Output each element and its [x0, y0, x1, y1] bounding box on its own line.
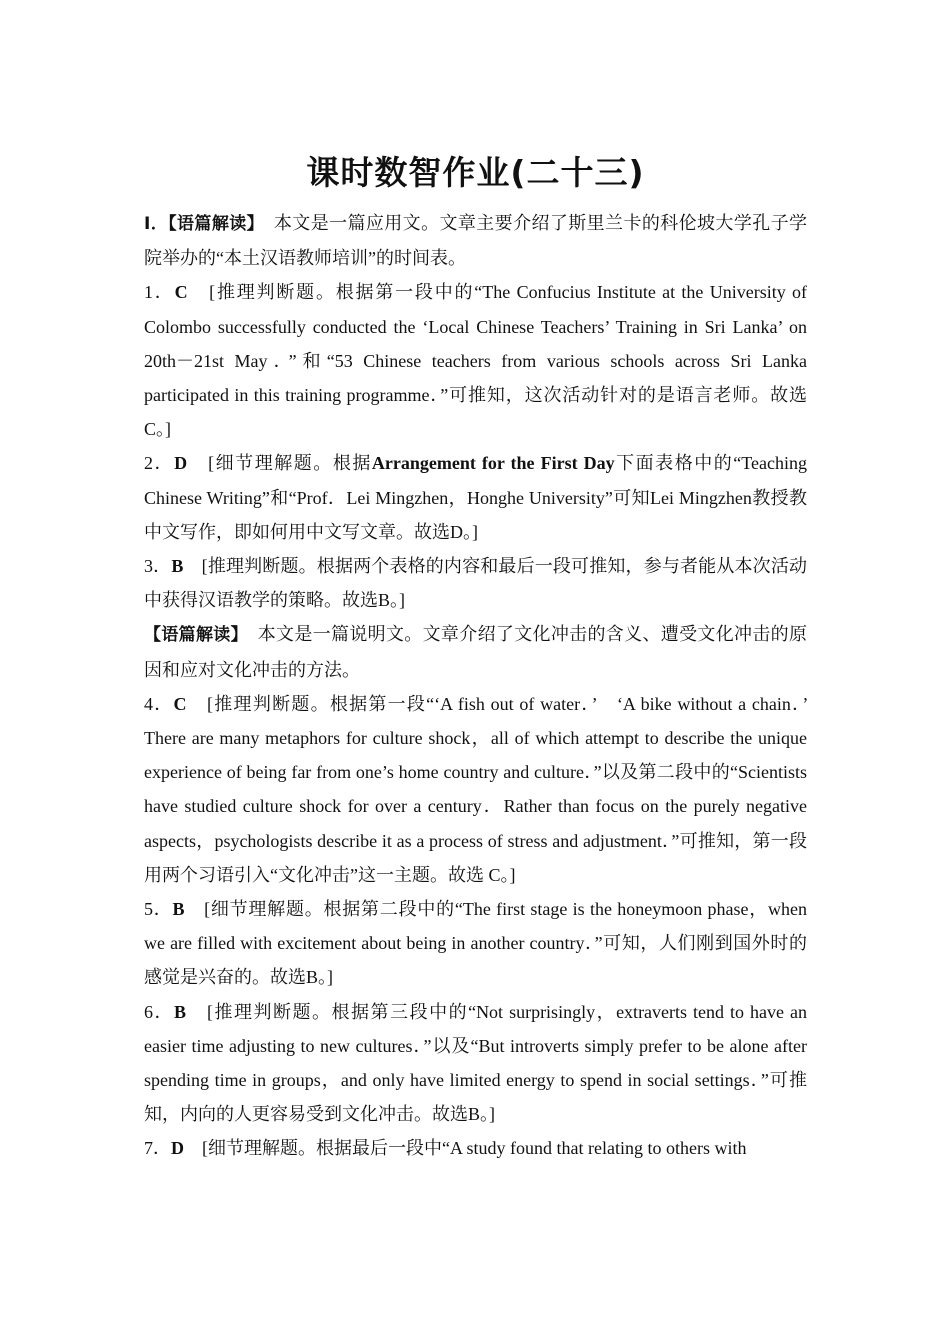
answer-5 — [144, 892, 807, 995]
answer-2-bold-term: Arrangement for the First Day — [371, 453, 615, 474]
answer-1-choice: C — [174, 282, 188, 303]
answer-2-explanation-post: 下面表格中的“Teaching Chinese Writing”和“Prof．Lei Mingzhen，Honghe University”可知Lei Mingzhen教授教中文写作，即如何用中文写文章。故选D。] — [144, 453, 807, 542]
section-2-text: 本文是一篇说明文。文章介绍了文化冲击的含义、遭受文化冲击的原因和应对文化冲击的方法。 — [144, 624, 808, 680]
answer-6-explanation: [推理判断题。根据第三段中的“Not surprisingly，extraverts tend to have an easier time adjusting to new cultures．”以及“But introverts simply prefer to be alone after spending time in groups，and only have limited energy to spend in social settings．”可推知，内向的人更容易受到文化冲击。故选B。] — [144, 1001, 808, 1125]
answer-7-choice: D — [171, 1138, 184, 1159]
answer-6 — [144, 995, 807, 1132]
answer-5-choice: B — [172, 899, 185, 920]
answer-2-choice: D — [174, 453, 188, 474]
section-2-intro — [144, 617, 807, 686]
answer-3-explanation: [推理判断题。根据两个表格的内容和最后一段可推知，参与者能从本次活动中获得汉语教学的策略。故选B。] — [144, 556, 807, 611]
answer-4-number: 4． — [144, 693, 174, 714]
answer-4-explanation: [推理判断题。根据第一段“‘A fish out of water．’ ‘A bike without a chain．’ There are many metaphors for culture shock，all of which attempt to describe the unique experience of being far from one’s home country and culture．”以及第二段中的“Scientists have studied culture shock for over a century．Rather than focus on the purely negative aspects，psychologists describe it as a process of stress and adjustment．”可推知，第一段用两个习语引入“文化冲击”这一主题。故选 C。] — [144, 693, 826, 885]
answer-3-choice: B — [171, 556, 184, 577]
answer-5-number: 5． — [144, 899, 173, 920]
answer-7 — [144, 1131, 807, 1165]
answer-2 — [144, 446, 807, 549]
answer-5-explanation: [细节理解题。根据第二段中的“The first stage is the honeymoon phase，when we are filled with excitement about being in another country．”可知，人们刚到国外时的感觉是兴奋的。故选B。] — [144, 899, 807, 988]
section-2-label: 【语篇解读】 — [144, 625, 240, 646]
answer-page — [144, 146, 826, 1166]
answer-6-choice: B — [174, 1001, 187, 1022]
section-1-intro — [144, 206, 807, 275]
section-1-label: 【语篇解读】 — [168, 214, 256, 234]
answer-7-explanation: [细节理解题。根据最后一段中“A study found that relating to others with — [184, 1138, 747, 1159]
page-title: 课时数智作业(二十三) — [306, 153, 645, 192]
answer-7-number: 7． — [144, 1138, 171, 1159]
answer-1-explanation: [推理判断题。根据第一段中的“The Confucius Institute at the University of Colombo successfully conducted the ‘Local Chinese Teachers’ Training in Sri Lanka’ on 20th－21st May．”和“53 Chinese teachers from various schools across Sri Lanka participated in this training programme．”可推知，这次活动针对的是语言老师。故选C。] — [144, 282, 808, 440]
section-1-text: 本文是一篇应用文。文章主要介绍了斯里兰卡的科伦坡大学孔子学院举办的“本土汉语教师培训”的时间表。 — [144, 213, 808, 269]
answer-4-choice: C — [173, 693, 187, 714]
answer-6-number: 6． — [144, 1001, 175, 1022]
answer-3-number: 3． — [144, 556, 172, 577]
answer-2-number: 2． — [144, 453, 175, 474]
answer-1 — [144, 275, 807, 446]
answer-4 — [144, 687, 826, 892]
answer-3 — [144, 549, 807, 617]
answer-2-explanation-pre: [细节理解题。根据 — [187, 453, 372, 474]
answer-1-number: 1． — [144, 282, 175, 303]
section-1-roman: Ⅰ． — [144, 214, 169, 234]
